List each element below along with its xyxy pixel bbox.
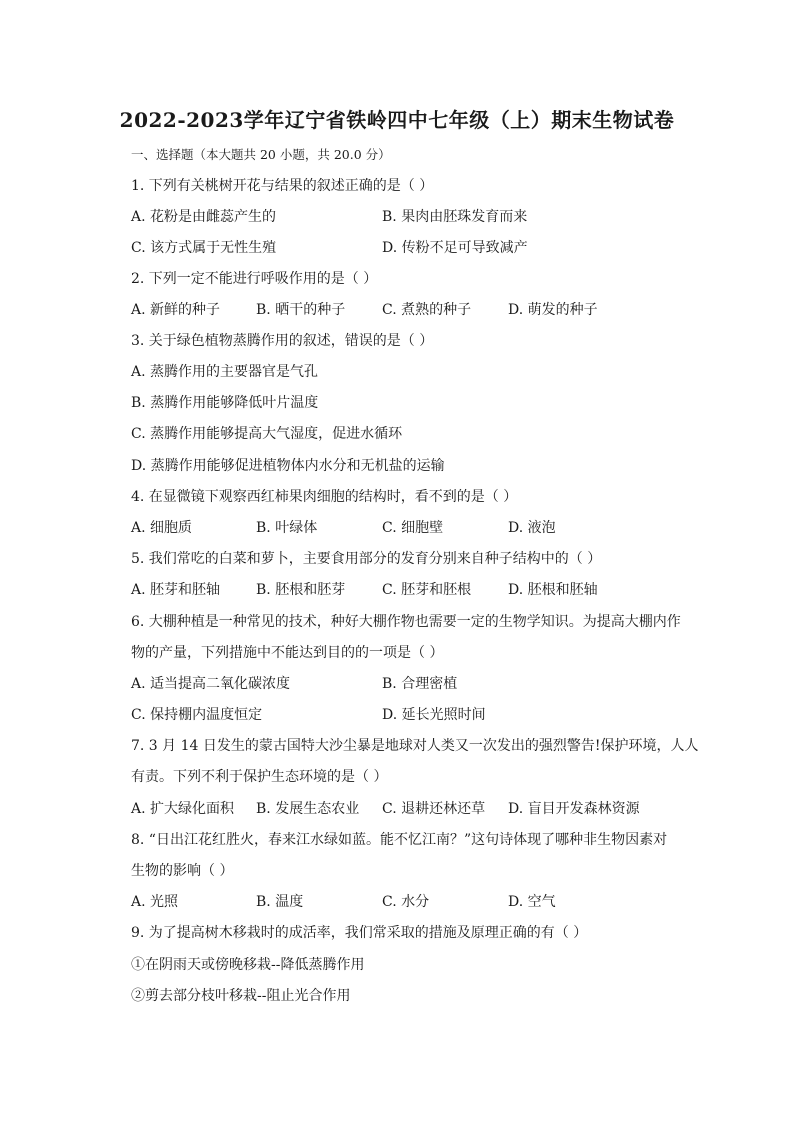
q3-option-b: B. 蒸腾作用能够降低叶片温度 [131,395,319,411]
q2-option-d: D. 萌发的种子 [508,302,598,318]
q7-option-b: B. 发展生态农业 [256,801,360,817]
q1-option-a: A. 花粉是由雌蕊产生的 [131,209,277,225]
q1-option-c: C. 该方式属于无性生殖 [131,240,277,256]
question-4-stem: 4. 在显微镜下观察西红柿果肉细胞的结构时，看不到的是（ ） [131,489,518,505]
q6-option-b: B. 合理密植 [382,676,458,692]
question-1-stem: 1. 下列有关桃树开花与结果的叙述正确的是（ ） [131,178,434,194]
q3-option-a: A. 蒸腾作用的主要器官是气孔 [131,364,319,380]
question-2-stem: 2. 下列一定不能进行呼吸作用的是（ ） [131,271,378,287]
q2-option-b: B. 晒干的种子 [256,302,346,318]
q4-option-d: D. 液泡 [508,520,556,536]
q9-statement-2: ②剪去部分枝叶移栽--阻止光合作用 [131,988,351,1004]
q7-option-c: C. 退耕还林还草 [382,801,486,817]
question-8-stem-line-1: 8. “日出江花红胜火，春来江水绿如蓝。能不忆江南？”这句诗体现了哪种非生物因素对 [131,832,668,848]
q1-option-b: B. 果肉由胚珠发育而来 [382,209,528,225]
section-heading: 一、选择题（本大题共 20 小题，共 20.0 分） [131,147,391,162]
question-6-stem-line-2: 物的产量，下列措施中不能达到目的的一项是（ ） [131,645,444,661]
q6-option-d: D. 延长光照时间 [382,707,486,723]
question-5-stem: 5. 我们常吃的白菜和萝卜，主要食用部分的发育分别来自种子结构中的（ ） [131,551,602,567]
q8-option-a: A. 光照 [131,894,179,910]
q5-option-d: D. 胚根和胚轴 [508,582,598,598]
question-9-stem: 9. 为了提高树木移栽时的成活率，我们常采取的措施及原理正确的有（ ） [131,925,588,941]
question-6-stem-line-1: 6. 大棚种植是一种常见的技术，种好大棚作物也需要一定的生物学知识。为提高大棚内作 [131,614,681,630]
q7-option-a: A. 扩大绿化面积 [131,801,235,817]
question-7-stem-line-1: 7. 3 月 14 日发生的蒙古国特大沙尘暴是地球对人类又一次发出的强烈警告!保护环境，人人 [131,738,699,754]
q6-option-c: C. 保持棚内温度恒定 [131,707,263,723]
q6-option-a: A. 适当提高二氧化碳浓度 [131,676,291,692]
q9-statement-1: ①在阴雨天或傍晚移栽--降低蒸腾作用 [131,957,365,973]
q8-option-d: D. 空气 [508,894,556,910]
question-8-stem-line-2: 生物的影响（ ） [131,863,234,879]
q4-option-c: C. 细胞壁 [382,520,444,536]
exam-title: 2022-2023学年辽宁省铁岭四中七年级（上）期末生物试卷 [119,108,675,132]
question-3-stem: 3. 关于绿色植物蒸腾作用的叙述，错误的是（ ） [131,333,434,349]
q1-option-d: D. 传粉不足可导致减产 [382,240,528,256]
q4-option-b: B. 叶绿体 [256,520,318,536]
q3-option-c: C. 蒸腾作用能够提高大气湿度，促进水循环 [131,426,403,442]
q5-option-b: B. 胚根和胚芽 [256,582,346,598]
q7-option-d: D. 盲目开发森林资源 [508,801,640,817]
q5-option-c: C. 胚芽和胚根 [382,582,472,598]
q8-option-b: B. 温度 [256,894,304,910]
q2-option-c: C. 煮熟的种子 [382,302,472,318]
q8-option-c: C. 水分 [382,894,430,910]
q2-option-a: A. 新鲜的种子 [131,302,221,318]
question-7-stem-line-2: 有责。下列不利于保护生态环境的是（ ） [131,769,388,785]
q3-option-d: D. 蒸腾作用能够促进植物体内水分和无机盐的运输 [131,458,445,474]
q5-option-a: A. 胚芽和胚轴 [131,582,221,598]
q4-option-a: A. 细胞质 [131,520,193,536]
